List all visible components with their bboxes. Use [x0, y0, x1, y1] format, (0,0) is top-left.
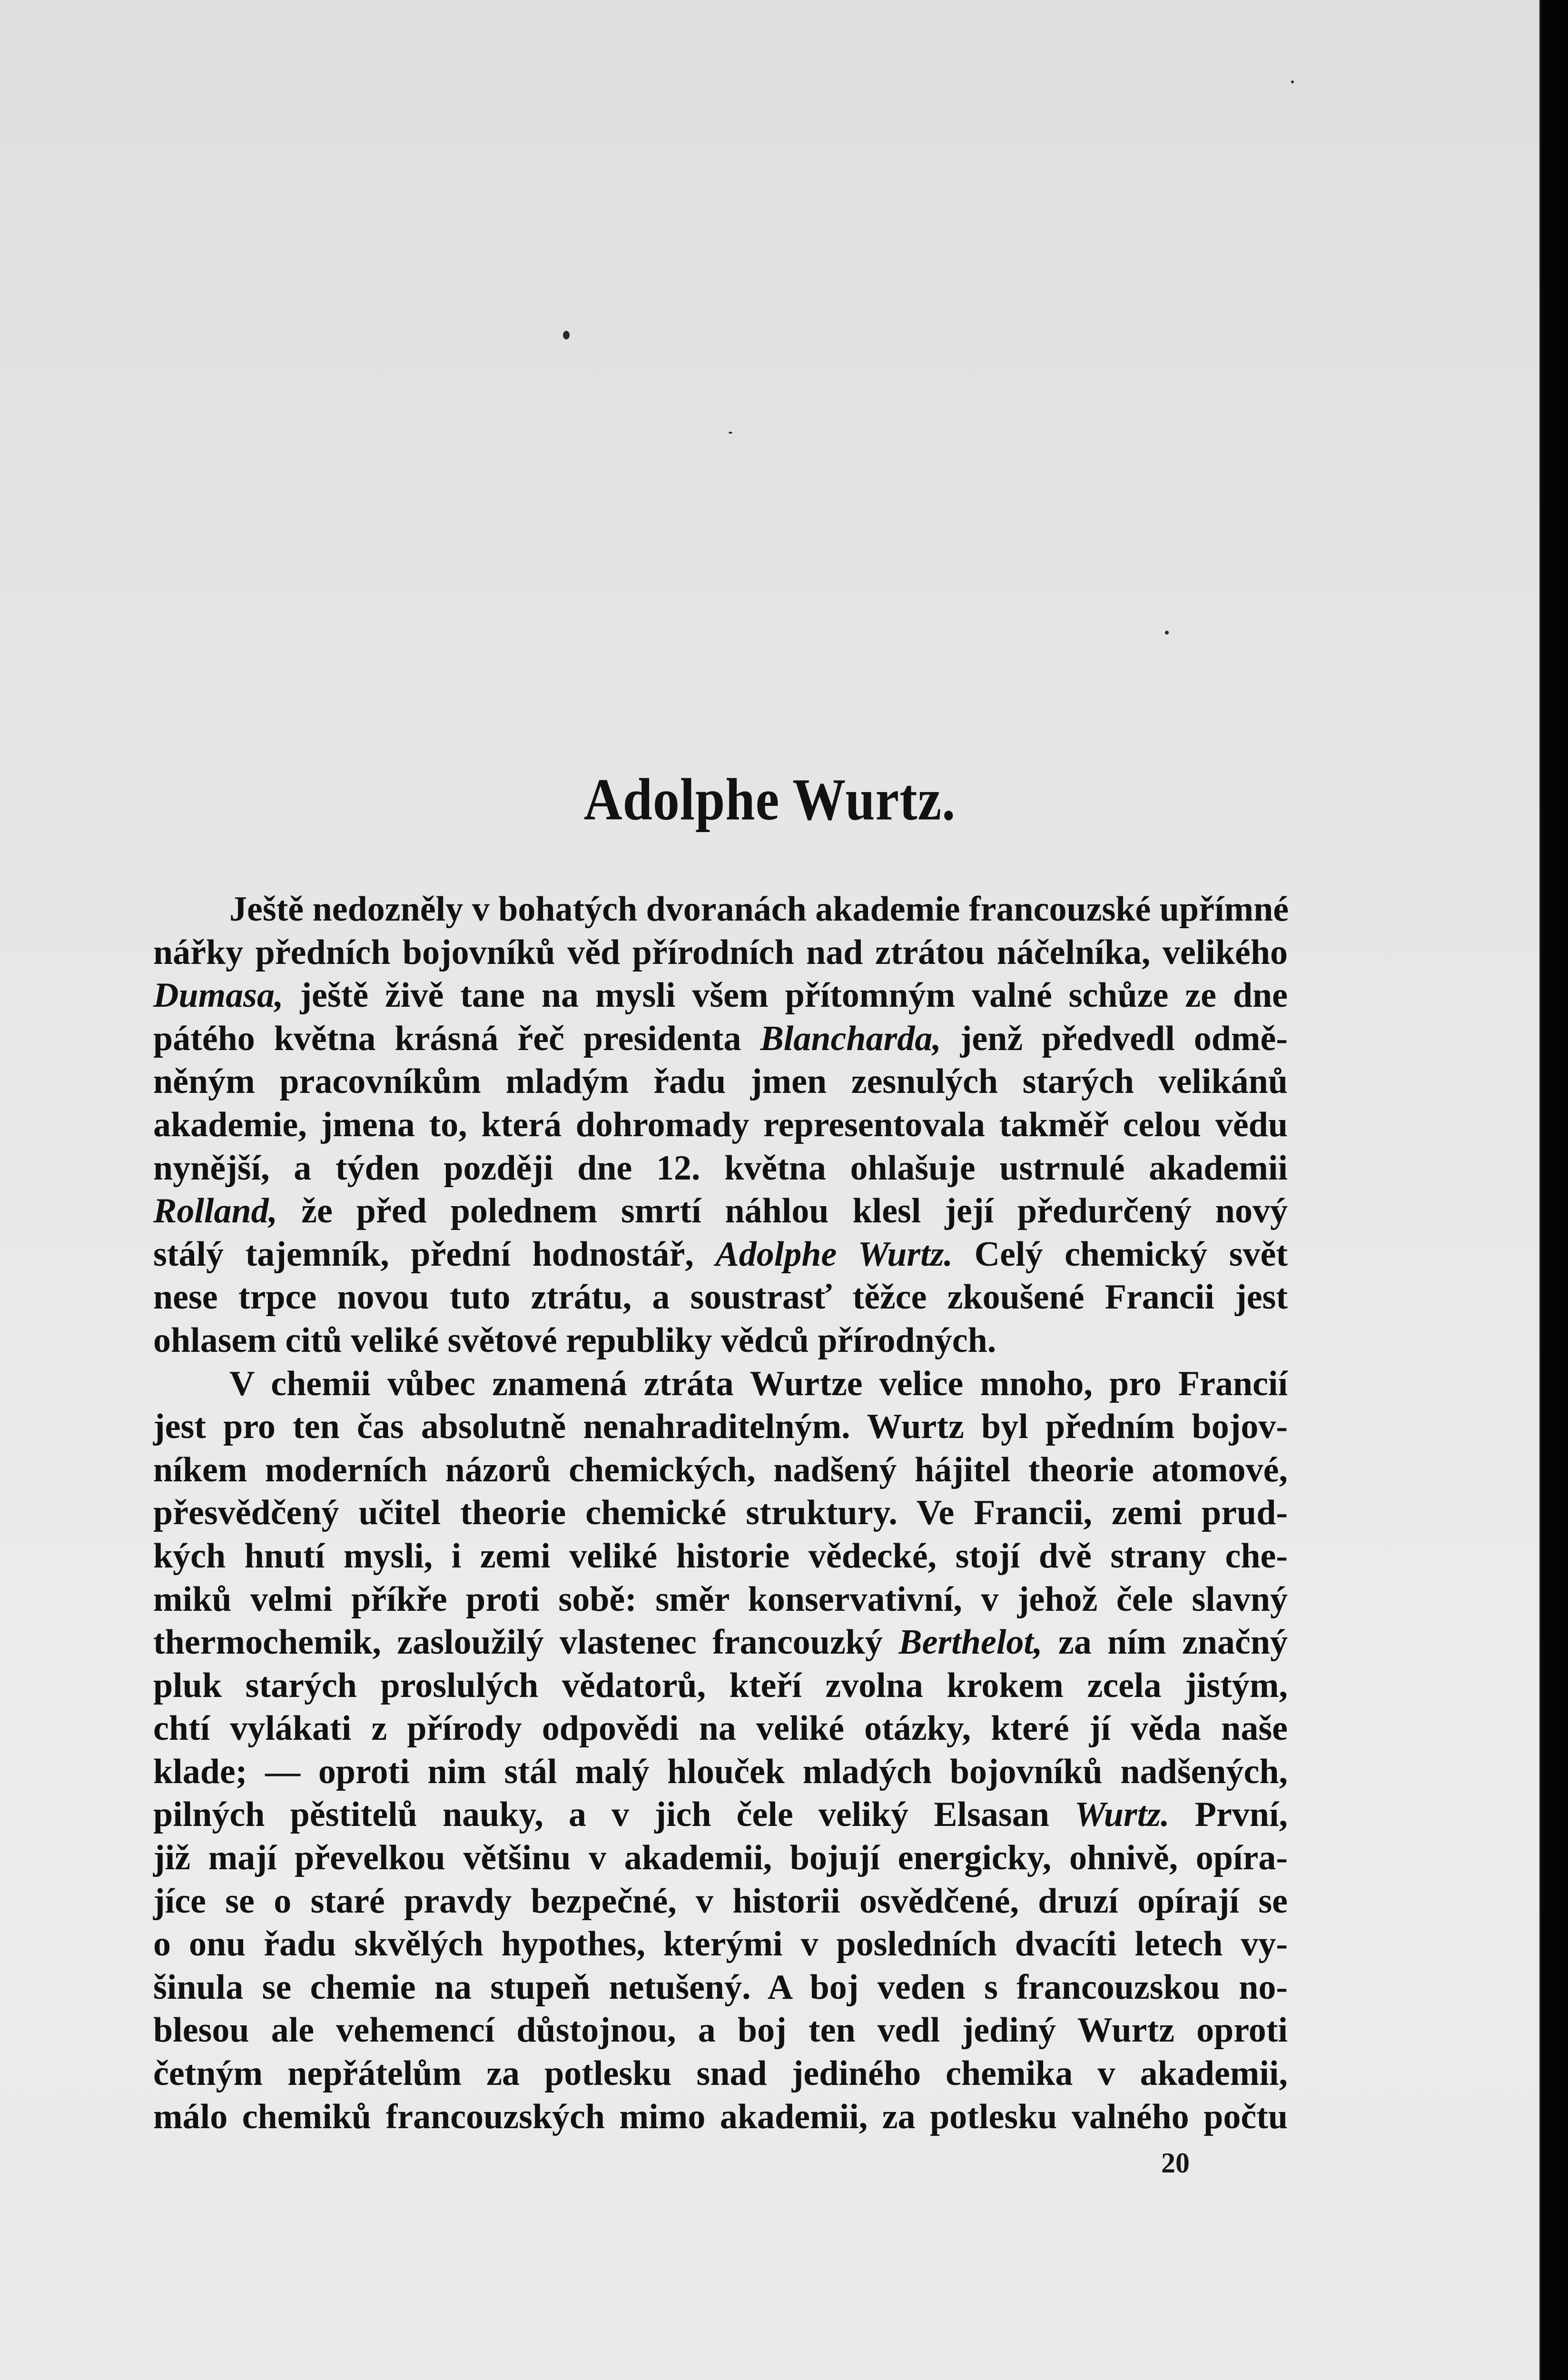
text-line: jíce se o staré pravdy bezpečné, v historii osvědčené, druzí opírají se [153, 1881, 1288, 1921]
text-line: nářky předních bojovníků věd přírodních nad ztrátou náčelníka, velikého [153, 932, 1288, 972]
scan-edge-right [1542, 0, 1568, 2380]
ink-speck [1291, 80, 1294, 83]
text-line: níkem moderních názorů chemických, nadšený hájitel theorie atomové, [153, 1450, 1288, 1489]
page-number: 20 [1161, 2147, 1190, 2179]
ink-speck [1165, 631, 1169, 635]
text-line: již mají převelkou většinu v akademii, bojují energicky, ohnivě, opíra- [153, 1838, 1288, 1878]
text-line: o onu řadu skvělých hypothes, kterými v posledních dvacíti letech vy- [153, 1924, 1288, 1964]
text-line: stálý tajemník, přední hodnostář, Adolphe Wurtz. Celý chemický svět [153, 1234, 1288, 1274]
text-line: ohlasem citů veliké světové republiky vědců přírodných. [153, 1320, 996, 1360]
text-line: blesou ale vehemencí důstojnou, a boj ten vedl jediný Wurtz oproti [153, 2011, 1288, 2050]
text-line: přesvědčený učitel theorie chemické struktury. Ve Francii, zemi prud- [153, 1493, 1288, 1533]
text-line: miků velmi příkře proti sobě: směr konservativní, v jehož čele slavný [153, 1579, 1288, 1619]
text-line: Rolland, že před polednem smrtí náhlou klesl její předurčený nový [153, 1191, 1288, 1231]
ink-speck [729, 432, 732, 434]
ink-speck [563, 331, 570, 339]
text-line: V chemii vůbec znamená ztráta Wurtze velice mnoho, pro Francií [229, 1364, 1288, 1403]
article-title: Adolphe Wurtz. [583, 766, 956, 833]
text-line: chtí vylákati z přírody odpovědi na veliké otázky, které jí věda naše [153, 1709, 1288, 1748]
text-line: pluk starých proslulých vědatorů, kteří zvolna krokem zcela jistým, [153, 1666, 1288, 1705]
text-line: jest pro ten čas absolutně nenahraditelným. Wurtz byl předním bojov- [153, 1407, 1288, 1447]
text-line: něným pracovníkům mladým řadu jmen zesnulých starých velikánů [153, 1062, 1288, 1101]
article-body [153, 888, 1288, 2138]
text-line: nese trpce novou tuto ztrátu, a soustrasť těžce zkoušené Francii jest [153, 1278, 1288, 1317]
text-line: Dumasa, ještě živě tane na mysli všem přítomným valné schůze ze dne [153, 976, 1288, 1015]
text-line: thermochemik, zasloužilý vlastenec francouzký Berthelot, za ním značný [153, 1623, 1288, 1662]
text-line: šinula se chemie na stupeň netušený. A boj veden s francouzskou no- [153, 1967, 1288, 2007]
text-line: klade; — oproti nim stál malý hlouček mladých bojovníků nadšených, [153, 1752, 1288, 1791]
text-line: nynější, a týden později dne 12. května ohlašuje ustrnulé akademii [153, 1148, 1288, 1188]
text-line: pilných pěstitelů nauky, a v jich čele veliký Elsasan Wurtz. První, [153, 1795, 1288, 1835]
text-line: kých hnutí mysli, i zemi veliké historie vědecké, stojí dvě strany che- [153, 1536, 1288, 1576]
text-line: pátého května krásná řeč presidenta Blancharda, jenž předvedl odmě- [153, 1019, 1288, 1058]
text-line: četným nepřátelům za potlesku snad jediného chemika v akademii, [153, 2054, 1288, 2093]
text-line: Ještě nedozněly v bohatých dvoranách akademie francouzské upřímné [229, 890, 1289, 929]
text-line: akademie, jmena to, která dohromady representovala takměř celou vědu [153, 1105, 1288, 1144]
text-line: málo chemiků francouzských mimo akademii, za potlesku valného počtu [153, 2097, 1288, 2136]
